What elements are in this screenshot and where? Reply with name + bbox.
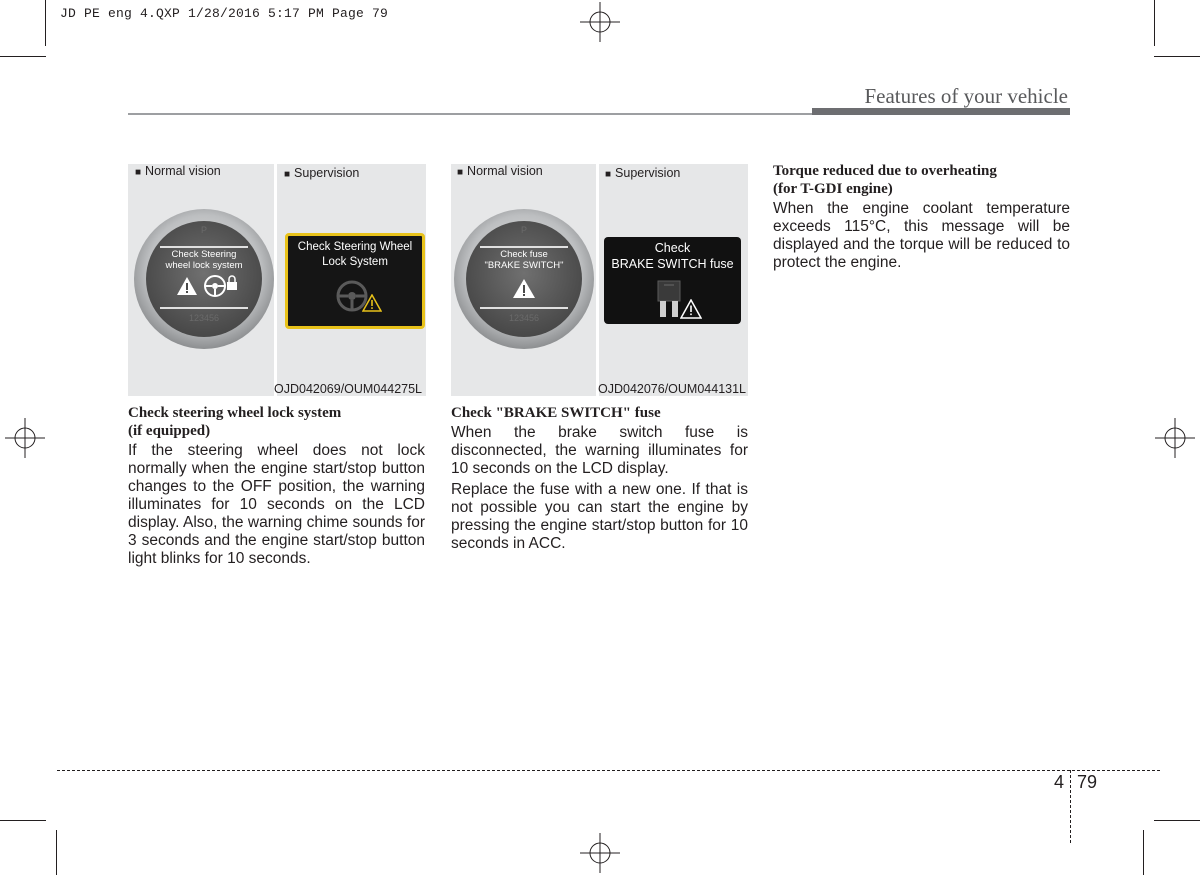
cluster-gauge: P Check Steering wheel lock system 123456 <box>134 209 274 349</box>
heading-steering-lock: Check steering wheel lock system (if equipped) <box>128 405 342 439</box>
slug-line: JD PE eng 4.QXP 1/28/2016 5:17 PM Page 79 <box>60 6 389 21</box>
normal-vision-label: ■ Normal vision <box>457 164 543 178</box>
registration-mark-icon <box>580 2 620 42</box>
fuse-icon <box>656 279 682 319</box>
supervision-label: ■ Supervision <box>284 166 360 180</box>
header-rule-accent <box>812 108 1070 115</box>
lcd-message: Check BRAKE SWITCH fuse <box>611 241 734 271</box>
registration-mark-icon <box>580 833 620 873</box>
heading-brake-switch: Check "BRAKE SWITCH" fuse <box>451 405 661 421</box>
page-number: 79 <box>1077 772 1098 792</box>
warning-triangle-icon <box>680 299 702 319</box>
normal-vision-label: ■ Normal vision <box>135 164 221 178</box>
lcd-message: Check Steering Wheel Lock System <box>297 241 413 268</box>
header-rule <box>128 113 812 115</box>
section-title: Features of your vehicle <box>864 84 1068 108</box>
figure-caption: OJD042069/OUM044275L <box>274 382 423 396</box>
supervision-label: ■ Supervision <box>605 166 681 180</box>
crop-mark <box>1154 56 1200 57</box>
lock-icon <box>226 275 238 291</box>
crop-mark <box>1154 0 1155 46</box>
body-torque-reduced <box>773 200 1070 275</box>
warning-triangle-icon <box>176 276 198 296</box>
paragraph: When the engine coolant temperature exceeds 115°C, this message will be displayed and the torque will be reduced to protect the engine. <box>773 200 1070 271</box>
registration-mark-icon <box>1155 418 1195 458</box>
steering-wheel-icon <box>202 273 228 299</box>
crop-mark <box>0 820 46 821</box>
crop-mark <box>1154 820 1200 821</box>
figure-caption: OJD042076/OUM044131L <box>598 382 747 396</box>
paragraph: When the brake switch fuse is disconnected, the warning illuminates for 10 seconds on the LCD display. <box>451 424 748 477</box>
warning-triangle-icon <box>362 294 382 312</box>
page-chapter: 4 <box>1054 772 1065 792</box>
footer-rule <box>57 770 1160 771</box>
body-steering-lock <box>128 442 425 571</box>
cluster-gauge: P Check fuse "BRAKE SWITCH" 123456 <box>454 209 594 349</box>
lcd-screen <box>285 233 425 329</box>
lcd-screen <box>604 237 741 324</box>
gauge-message: Check fuse "BRAKE SWITCH" <box>484 249 564 271</box>
crop-mark <box>56 830 57 875</box>
heading-torque-reduced: Torque reduced due to overheating (for T-GDI engine) <box>773 163 997 197</box>
paragraph: Replace the fuse with a new one. If that is not possible you can start the engine by pressing the engine start/stop button for 10 seconds in ACC. <box>451 481 748 552</box>
footer-divider <box>1070 770 1071 843</box>
crop-mark <box>1143 830 1144 875</box>
paragraph: If the steering wheel does not lock normally when the engine start/stop button changes to the OFF position, the warning illuminates for 10 seconds on the LCD display. Also, the warning chime sounds for 3 seconds and the engine start/stop button light blinks for 10 seconds. <box>128 442 425 567</box>
warning-triangle-icon <box>512 278 536 299</box>
registration-mark-icon <box>5 418 45 458</box>
body-brake-switch <box>451 424 748 556</box>
crop-mark <box>45 0 46 46</box>
crop-mark <box>0 56 46 57</box>
gauge-message: Check Steering wheel lock system <box>165 249 243 271</box>
